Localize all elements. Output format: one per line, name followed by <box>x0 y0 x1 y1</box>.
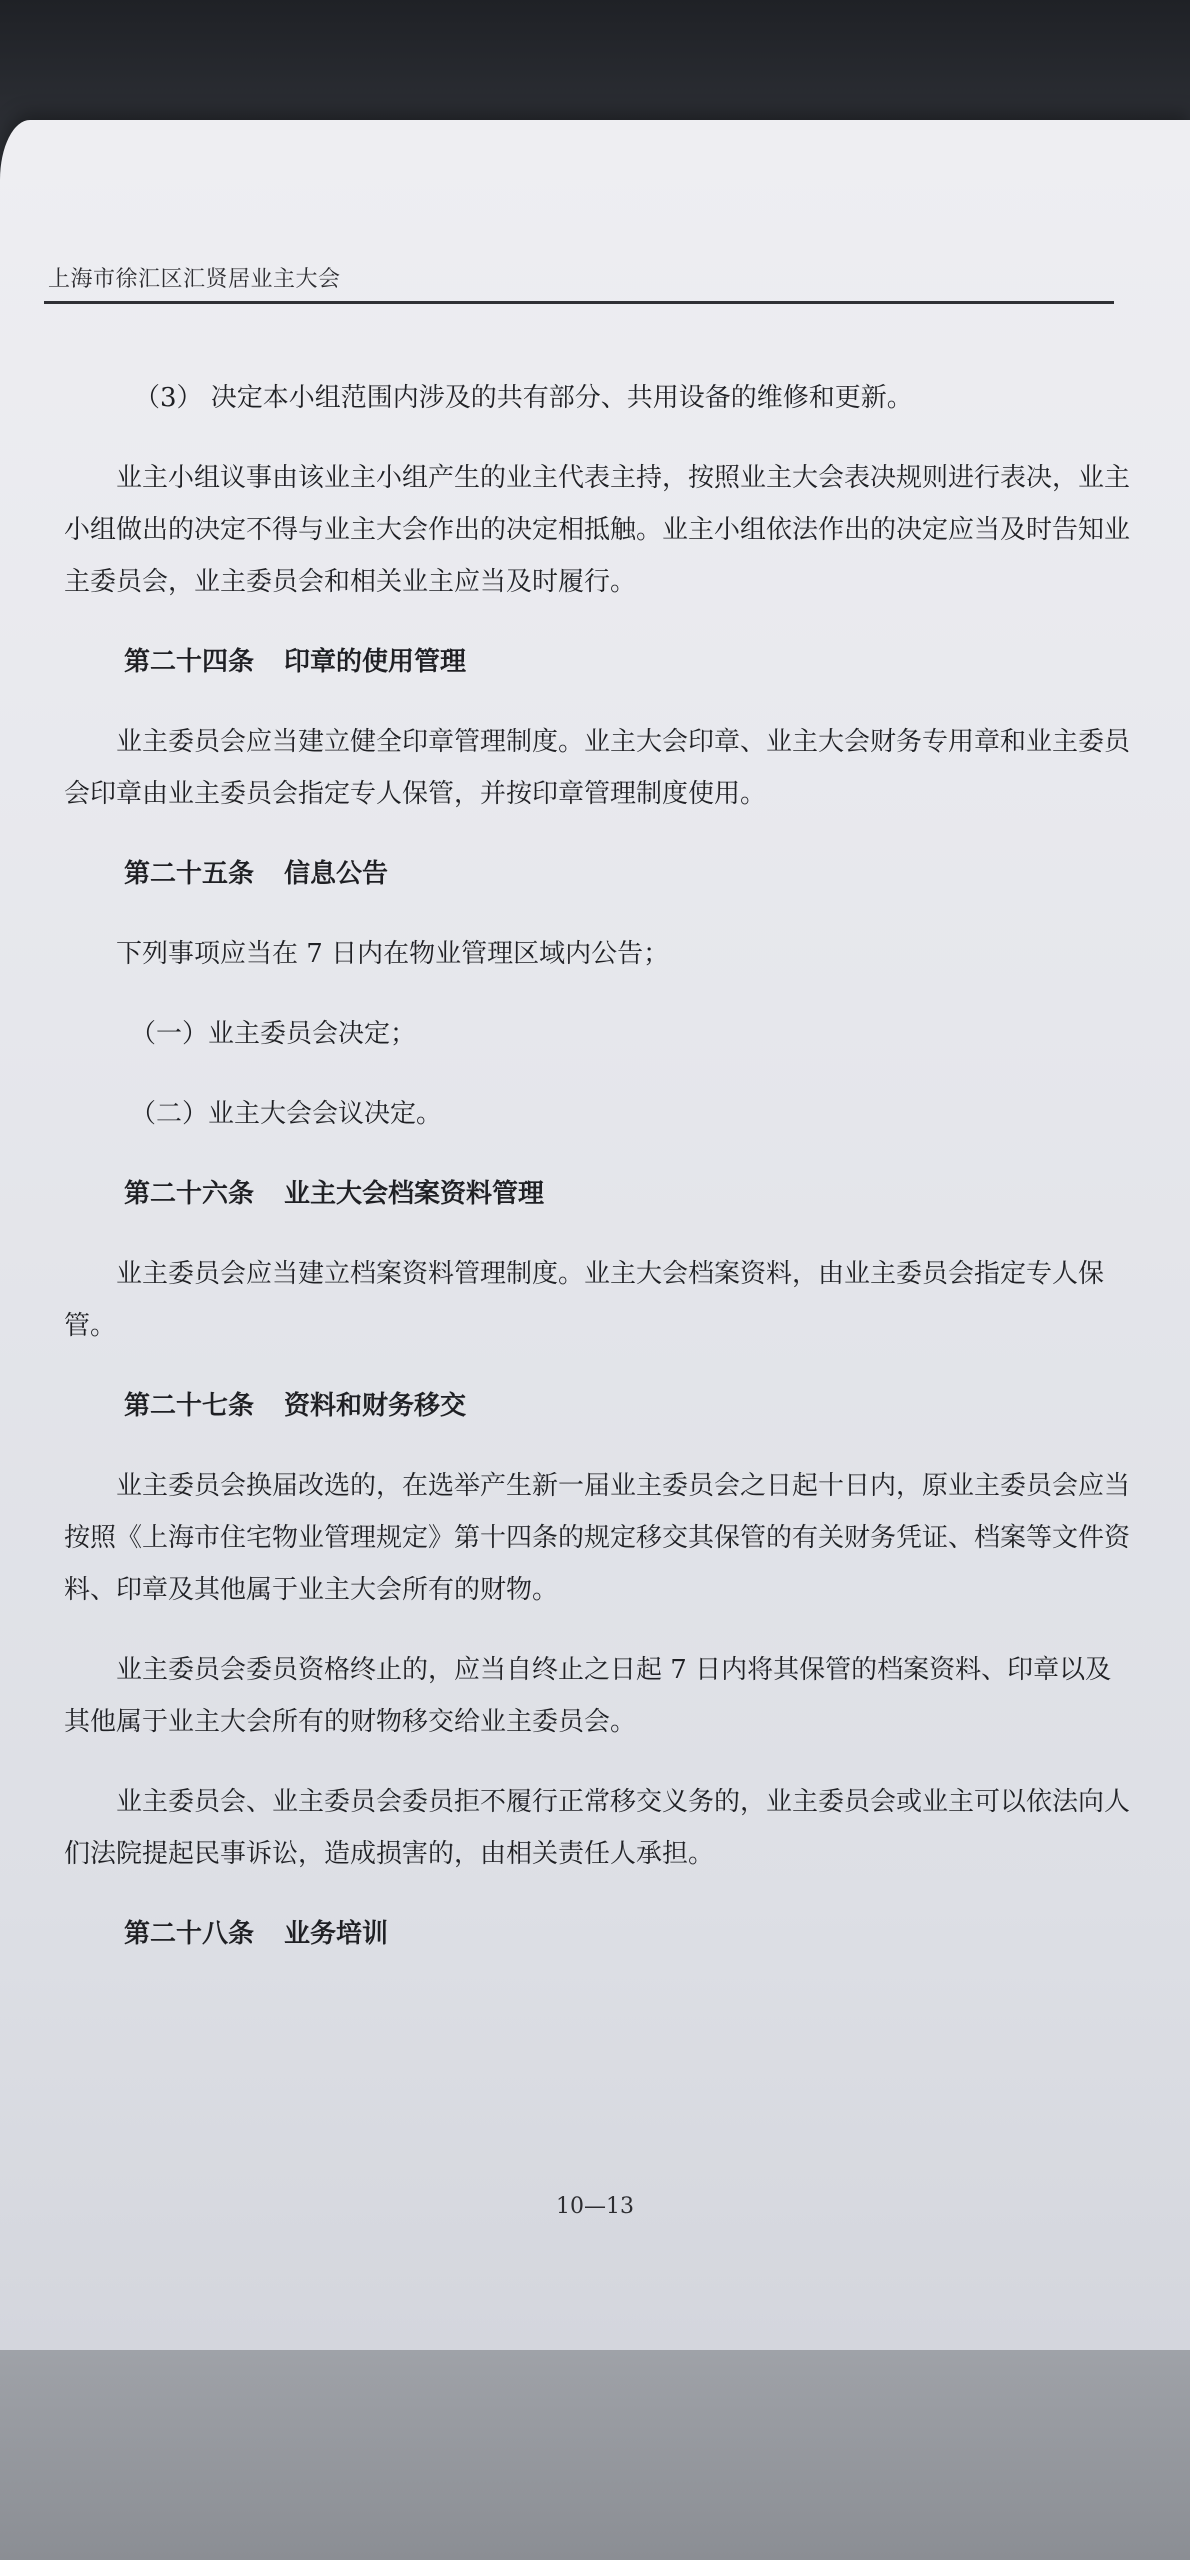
list-item: （3） 决定本小组范围内涉及的共有部分、共用设备的维修和更新。 <box>134 383 913 413</box>
paragraph: 下列事项应当在 7 日内在物业管理区域内公告； <box>116 939 670 969</box>
article-title: 业务培训 <box>284 1919 389 1949</box>
page-number: 10—13 <box>556 2194 634 2219</box>
paragraph: 业主委员会、业主委员会委员拒不履行正常移交义务的，业主委员会或业主可以依法向人们法院提起民事诉讼，造成损害的，由相关责任人承担。 <box>64 1787 1131 1869</box>
article-number: 第二十五条 <box>124 859 255 889</box>
article-title: 信息公告 <box>284 859 389 889</box>
paragraph: 业主小组议事由该业主小组产生的业主代表主持，按照业主大会表决规则进行表决，业主小组做出的决定不得与业主大会作出的决定相抵触。业主小组依法作出的决定应当及时告知业主委员会，业主委员会和相关业主应当及时履行。 <box>64 463 1131 597</box>
article-title: 业主大会档案资料管理 <box>284 1179 545 1209</box>
article-title: 印章的使用管理 <box>284 647 467 677</box>
article-heading <box>64 1168 1134 1220</box>
paragraph: 业主委员会委员资格终止的，应当自终止之日起 7 日内将其保管的档案资料、印章以及其他属于业主大会所有的财物移交给业主委员会。 <box>64 1655 1112 1737</box>
article-number: 第二十四条 <box>124 647 255 677</box>
list-item: （一）业主委员会决定； <box>130 1019 417 1049</box>
paragraph: 业主委员会换届改选的，在选举产生新一届业主委员会之日起十日内，原业主委员会应当按照《上海市住宅物业管理规定》第十四条的规定移交其保管的有关财务凭证、档案等文件资料、印章及其他属于业主大会所有的财物。 <box>64 1471 1131 1605</box>
list-item: （二）业主大会会议决定。 <box>130 1099 443 1129</box>
article-number: 第二十七条 <box>124 1391 255 1421</box>
article-title: 资料和财务移交 <box>284 1391 467 1421</box>
article-number: 第二十八条 <box>124 1919 255 1949</box>
paragraph: 业主委员会应当建立档案资料管理制度。业主大会档案资料，由业主委员会指定专人保管。 <box>64 1259 1105 1341</box>
article-heading <box>64 1908 1134 1960</box>
paragraph: 业主委员会应当建立健全印章管理制度。业主大会印章、业主大会财务专用章和业主委员会印章由业主委员会指定专人保管，并按印章管理制度使用。 <box>64 727 1131 809</box>
page-shadow-area <box>0 2350 1190 2560</box>
article-number: 第二十六条 <box>124 1179 255 1209</box>
article-heading <box>64 636 1134 688</box>
document-body <box>64 372 1134 1988</box>
header-rule <box>44 301 1114 304</box>
page-header: 上海市徐汇区汇贤居业主大会 <box>48 267 341 292</box>
article-heading <box>64 1380 1134 1432</box>
article-heading <box>64 848 1134 900</box>
